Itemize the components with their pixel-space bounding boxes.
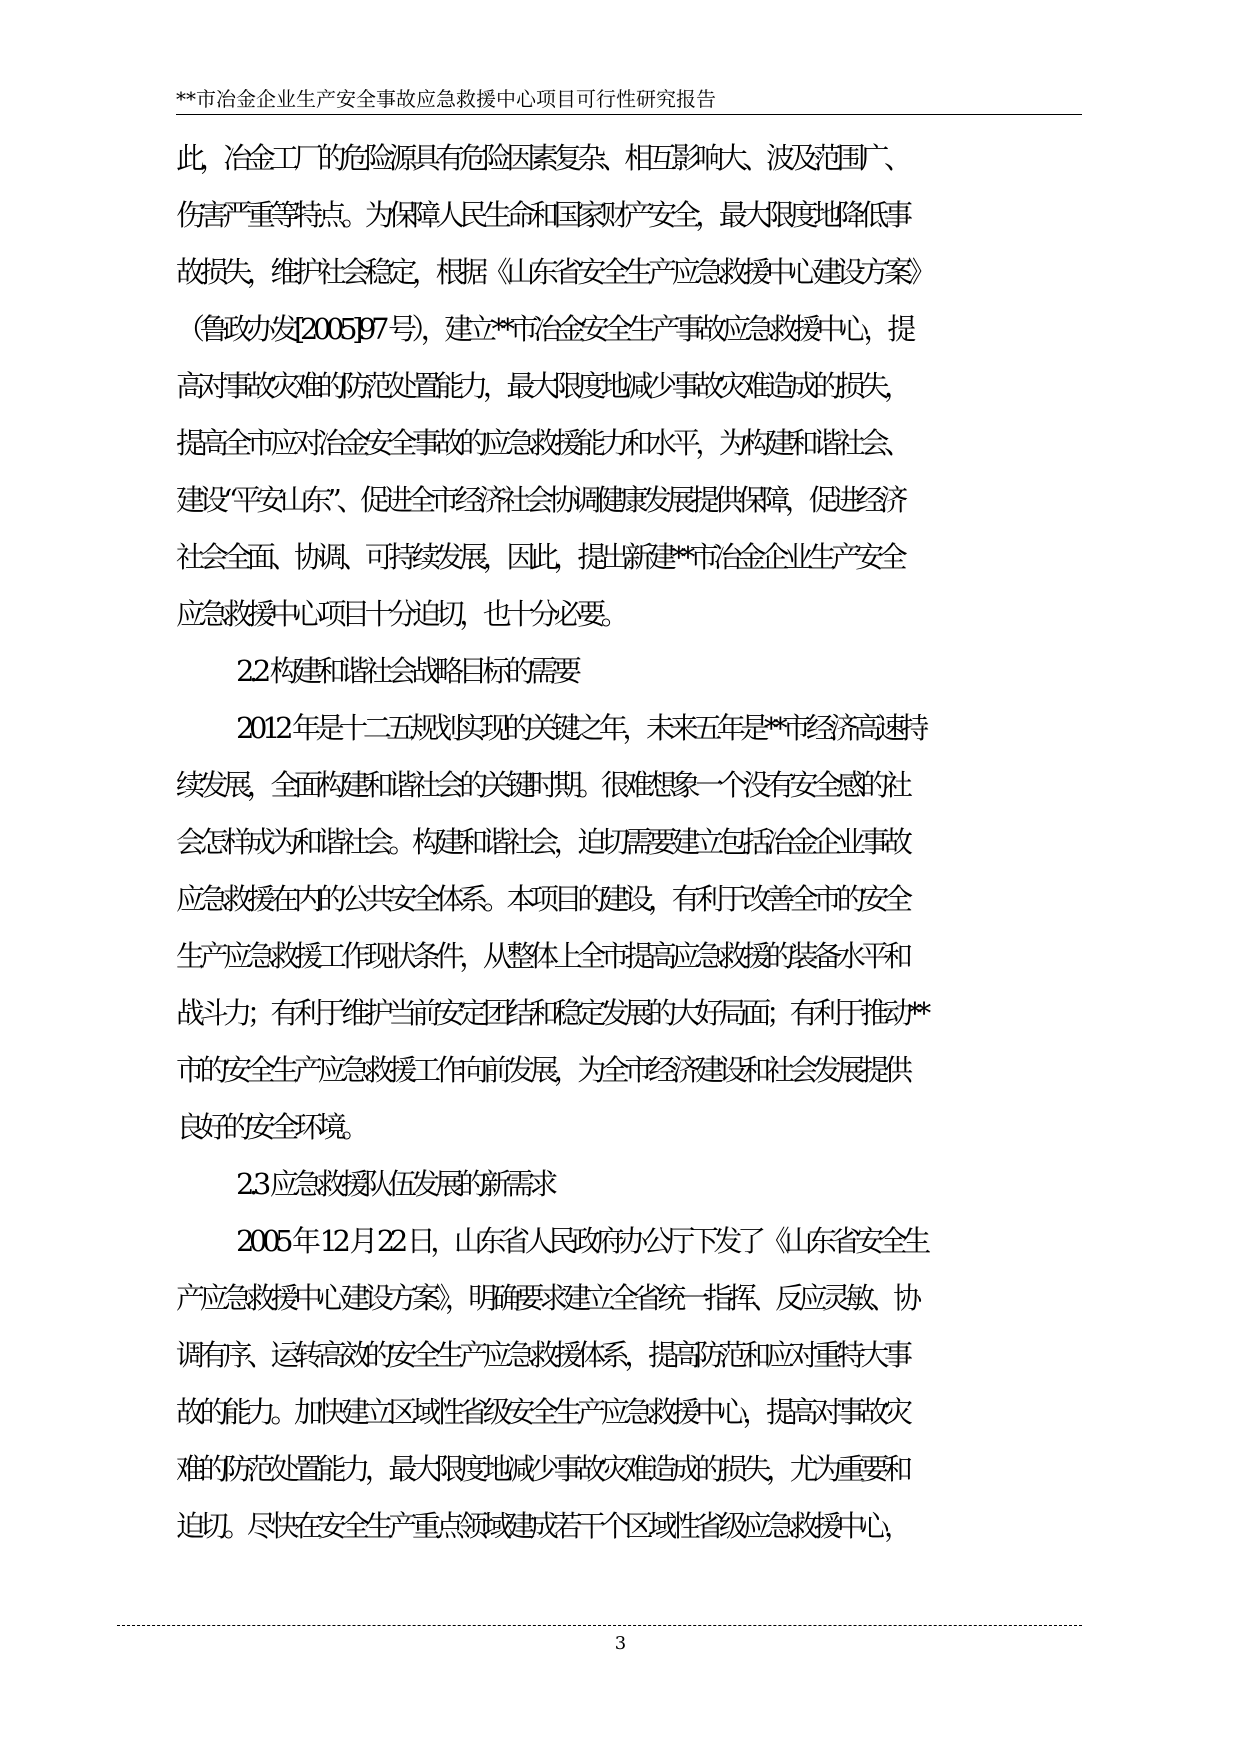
text-line: 伤害严重等特点。为保障人民生命和国家财产安全，最大限度地降低事 xyxy=(176,198,908,232)
text-line: 应急救援中心项目十分迫切，也十分必要。 xyxy=(176,597,625,631)
text-line: 战斗力；有利于维护当前安定团结和稳定发展的大好局面；有利于推动** xyxy=(176,996,926,1030)
text-line: 2012 年是十二五规划实现的关键之年，未来五年是**市经济高速持 xyxy=(236,711,924,745)
text-line: 调有序、运转高效的安全生产应急救援体系，提高防范和应对重特大事 xyxy=(176,1338,908,1372)
text-line: 故的能力。加快建立区域性省级安全生产应急救援中心，提高对事故灾 xyxy=(176,1395,908,1429)
running-header-title: **市冶金企业生产安全事故应急救援中心项目可行性研究报告 xyxy=(176,87,716,111)
text-line: 产应急救援中心建设方案》，明确要求建立全省统一指挥、反应灵敏、协 xyxy=(176,1281,917,1315)
text-line: 提高全市应对冶金安全事故的应急救援能力和水平，为构建和谐社会、 xyxy=(176,426,908,460)
text-line: 会怎样成为和谐社会。构建和谐社会，迫切需要建立包括冶金企业事故 xyxy=(176,825,908,859)
text-line: 应急救援在内的公共安全体系。本项目的建设，有利于改善全市的安全 xyxy=(176,882,908,916)
text-line: 迫切。尽快在安全生产重点领域建成若干个区域性省级应急救援中心， xyxy=(176,1509,908,1543)
text-line: 难的防范处置能力，最大限度地减少事故灾难造成的损失，尤为重要和 xyxy=(176,1452,908,1486)
text-line: 故损失，维护社会稳定，根据《山东省安全生产应急救援中心建设方案》 xyxy=(176,255,932,289)
text-line: 此，冶金工厂的危险源具有危险因素复杂、相互影响大、波及范围广、 xyxy=(176,141,908,175)
text-line: 生产应急救援工作现状条件，从整体上全市提高应急救援的装备水平和 xyxy=(176,939,908,973)
body-text xyxy=(176,130,1088,1555)
section-heading: 2.2 构建和谐社会战略目标的需要 xyxy=(236,654,577,688)
text-line: （鲁政办发[2005]97 号），建立**市冶金安全生产事故应急救援中心，提 xyxy=(176,312,911,346)
text-line: 建设“平安山东”、促进全市经济社会协调健康发展提供保障，促进经济 xyxy=(176,483,903,517)
section-heading: 2.3 应急救援队伍发展的新需求 xyxy=(236,1167,553,1201)
text-line: 市的安全生产应急救援工作向前发展，为全市经济建设和社会发展提供 xyxy=(176,1053,908,1087)
text-line: 高对事故灾难的防范处置能力，最大限度地减少事故灾难造成的损失， xyxy=(176,369,908,403)
text-line: 2005 年 12 月 22 日，山东省人民政府办公厅下发了《山东省安全生 xyxy=(236,1224,926,1258)
page-number: 3 xyxy=(614,1633,627,1654)
text-line: 续发展，全面构建和谐社会的关键时期。很难想象一个没有安全感的社 xyxy=(176,768,908,802)
text-line: 社会全面、协调、可持续发展，因此，提出新建**市冶金企业生产安全 xyxy=(176,540,903,574)
footer-divider xyxy=(117,1625,1082,1626)
running-header xyxy=(176,88,1082,115)
text-line: 良好的安全环境。 xyxy=(176,1110,365,1144)
